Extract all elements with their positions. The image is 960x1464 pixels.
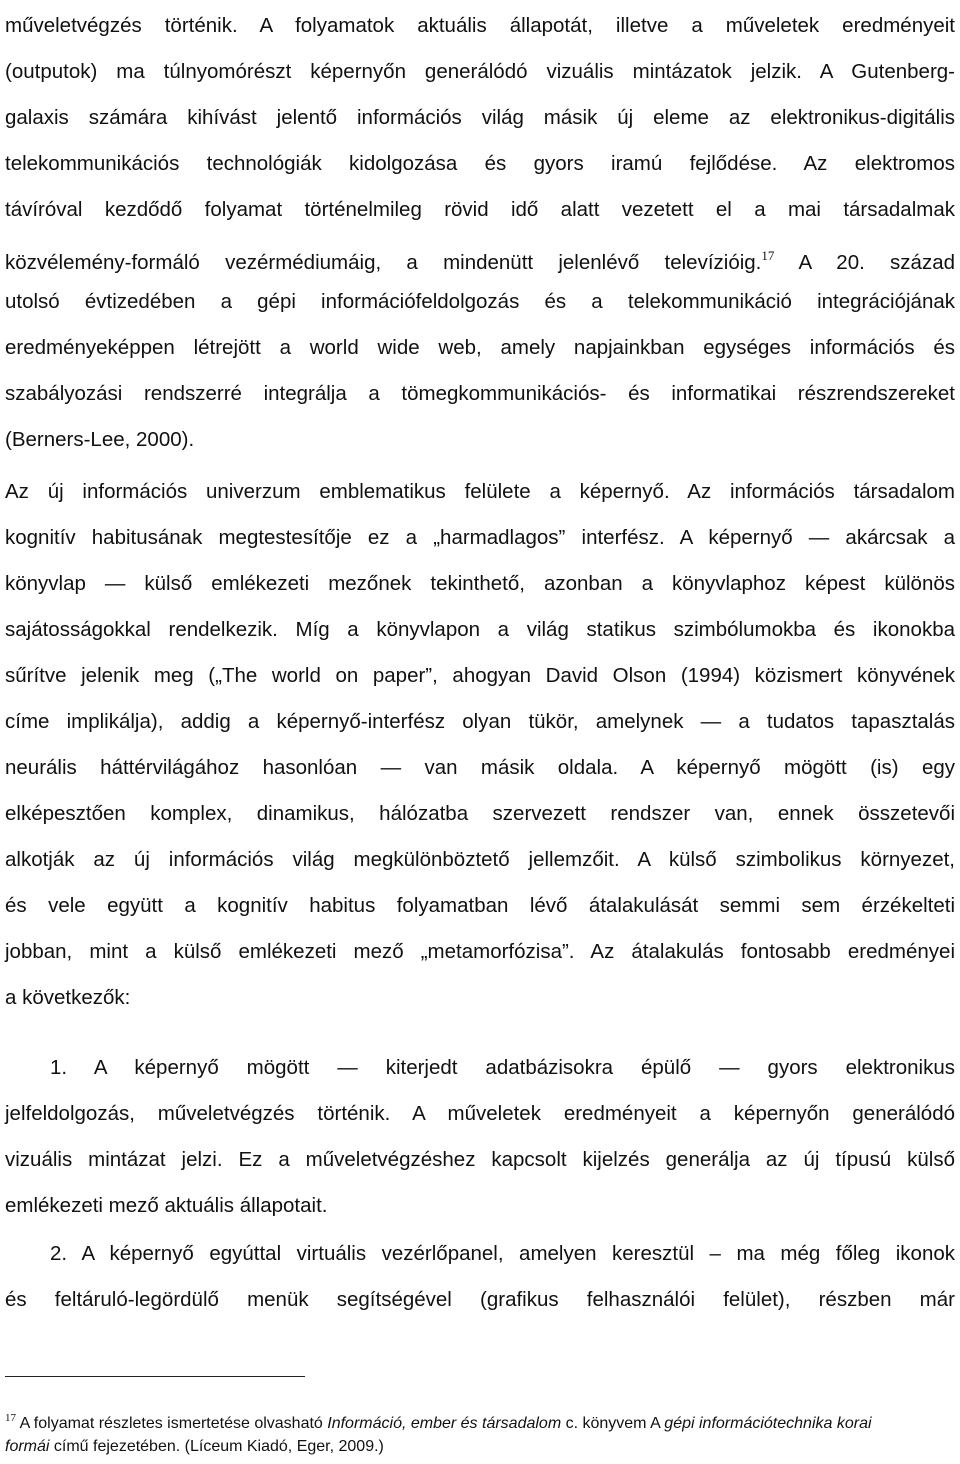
line-text: és feltáruló-legördülő menük segítségével (grafikus felhasználói felület), részben már bbox=[5, 1288, 955, 1311]
line-text: jelfeldolgozás, műveletvégzés történik. A műveletek eredményeit a képernyőn generálódó bbox=[5, 1102, 955, 1125]
line-text: sűrítve jelenik meg („The world on paper”, ahogyan David Olson (1994) közismert könyvének bbox=[5, 664, 955, 687]
line-text: szabályozási rendszerré integrálja a tömegkommunikációs- és informatikai részrendszereket bbox=[5, 382, 955, 405]
body-text-line bbox=[5, 1100, 955, 1128]
body-text-line bbox=[5, 662, 955, 690]
footnote-line-1 bbox=[5, 1407, 955, 1432]
body-text-line bbox=[5, 242, 956, 274]
body-text-line bbox=[5, 1286, 955, 1314]
body-text-line bbox=[5, 524, 955, 552]
body-text-line bbox=[50, 1054, 955, 1082]
line-text: elképesztően komplex, dinamikus, hálózatba szervezett rendszer van, ennek összetevői bbox=[5, 802, 955, 825]
line-text: emlékezeti mező aktuális állapotait. bbox=[5, 1194, 328, 1217]
body-text-line bbox=[5, 1146, 955, 1174]
line-text: műveletvégzés történik. A folyamatok aktuális állapotát, illetve a műveletek eredményeit bbox=[5, 14, 955, 37]
body-text-line bbox=[5, 938, 955, 966]
line-text: Az új információs univerzum emblematikus felülete a képernyő. Az információs társadalom bbox=[5, 480, 955, 503]
line-text: 2. A képernyő egyúttal virtuális vezérlőpanel, amelyen keresztül – ma még főleg ikonok bbox=[50, 1242, 955, 1265]
line-text: alkotják az új információs világ megkülönböztető jellemzőit. A külső szimbolikus környezet, bbox=[5, 848, 955, 871]
footnote-line-2 bbox=[5, 1436, 955, 1458]
footnote-chapter-title: gépi információtechnika korai bbox=[664, 1415, 872, 1432]
body-text-line bbox=[5, 478, 955, 506]
body-text-line bbox=[5, 288, 955, 316]
line-text: telekommunikációs technológiák kidolgozása és gyors iramú fejlődése. Az elektromos bbox=[5, 152, 955, 175]
line-text: távíróval kezdődő folyamat történelmileg rövid idő alatt vezetett el a mai társadalmak bbox=[5, 198, 955, 221]
footnote-text: c. könyvem A bbox=[561, 1415, 665, 1432]
body-text-line bbox=[5, 984, 955, 1012]
line-text: kognitív habitusának megtestesítője ez a „harmadlagos” interfész. A képernyő — akárcsak a bbox=[5, 526, 955, 549]
body-text-line bbox=[5, 58, 955, 86]
body-text-line bbox=[5, 754, 955, 782]
line-text: közvélemény-formáló vezérmédiumáig, a mindenütt jelenlévő televízióig. bbox=[5, 251, 762, 274]
line-text: 1. A képernyő mögött — kiterjedt adatbázisokra épülő — gyors elektronikus bbox=[50, 1056, 955, 1079]
body-text-line bbox=[5, 846, 955, 874]
line-text: utolsó évtizedében a gépi információfeldolgozás és a telekommunikáció integrációjának bbox=[5, 290, 955, 313]
line-text: könyvlap — külső emlékezeti mezőnek tekinthető, azonban a könyvlaphoz képest különös bbox=[5, 572, 955, 595]
body-text-line bbox=[5, 708, 955, 736]
line-text: (outputok) ma túlnyomórészt képernyőn generálódó vizuális mintázatok jelzik. A Gutenberg- bbox=[5, 60, 955, 83]
body-text-line bbox=[5, 892, 955, 920]
body-text-line bbox=[5, 104, 955, 132]
line-text: A 20. század bbox=[774, 251, 956, 274]
line-text: galaxis számára kihívást jelentő információs világ másik új eleme az elektronikus-digitális bbox=[5, 106, 955, 129]
body-text-line bbox=[5, 334, 955, 362]
line-text: címe implikálja), addig a képernyő-interfész olyan tükör, amelynek — a tudatos tapasztalás bbox=[5, 710, 955, 733]
body-text-line bbox=[5, 380, 955, 408]
body-text-line bbox=[5, 570, 955, 598]
line-text: jobban, mint a külső emlékezeti mező „metamorfózisa”. Az átalakulás fontosabb eredményei bbox=[5, 940, 955, 963]
body-text-line bbox=[5, 1192, 955, 1220]
body-text-line bbox=[5, 616, 955, 644]
body-text-line bbox=[5, 800, 955, 828]
footnote-book-title: Információ, ember és társadalom bbox=[327, 1415, 562, 1432]
body-text-line bbox=[5, 196, 955, 224]
line-text: (Berners-Lee, 2000). bbox=[5, 428, 195, 451]
footnote-marker: 17 bbox=[5, 1412, 16, 1424]
line-text: és vele együtt a kognitív habitus folyamatban lévő átalakulását semmi sem érzékelteti bbox=[5, 894, 955, 917]
body-text-line bbox=[5, 12, 955, 40]
line-text: eredményeképpen létrejött a world wide web, amely napjainkban egységes információs és bbox=[5, 336, 955, 359]
line-text: neurális háttérvilágához hasonlóan — van másik oldala. A képernyő mögött (is) egy bbox=[5, 756, 955, 779]
footnote-text: című fejezetében. (Líceum Kiadó, Eger, 2009.) bbox=[49, 1438, 384, 1455]
line-text: vizuális mintázat jelzi. Ez a műveletvégzéshez kapcsolt kijelzés generálja az új típusú külső bbox=[5, 1148, 955, 1171]
footnote-text: A folyamat részletes ismertetése olvasható bbox=[16, 1415, 328, 1432]
body-text-line bbox=[5, 426, 955, 454]
footnote-chapter-title: formái bbox=[5, 1438, 50, 1455]
body-text-line bbox=[50, 1240, 955, 1268]
body-text-line bbox=[5, 150, 955, 178]
line-text: a következők: bbox=[5, 986, 131, 1009]
footnote-separator bbox=[5, 1376, 305, 1377]
line-text: sajátosságokkal rendelkezik. Míg a könyvlapon a világ statikus szimbólumokba és ikonokba bbox=[5, 618, 955, 641]
footnote-reference[interactable]: 17 bbox=[761, 248, 775, 263]
